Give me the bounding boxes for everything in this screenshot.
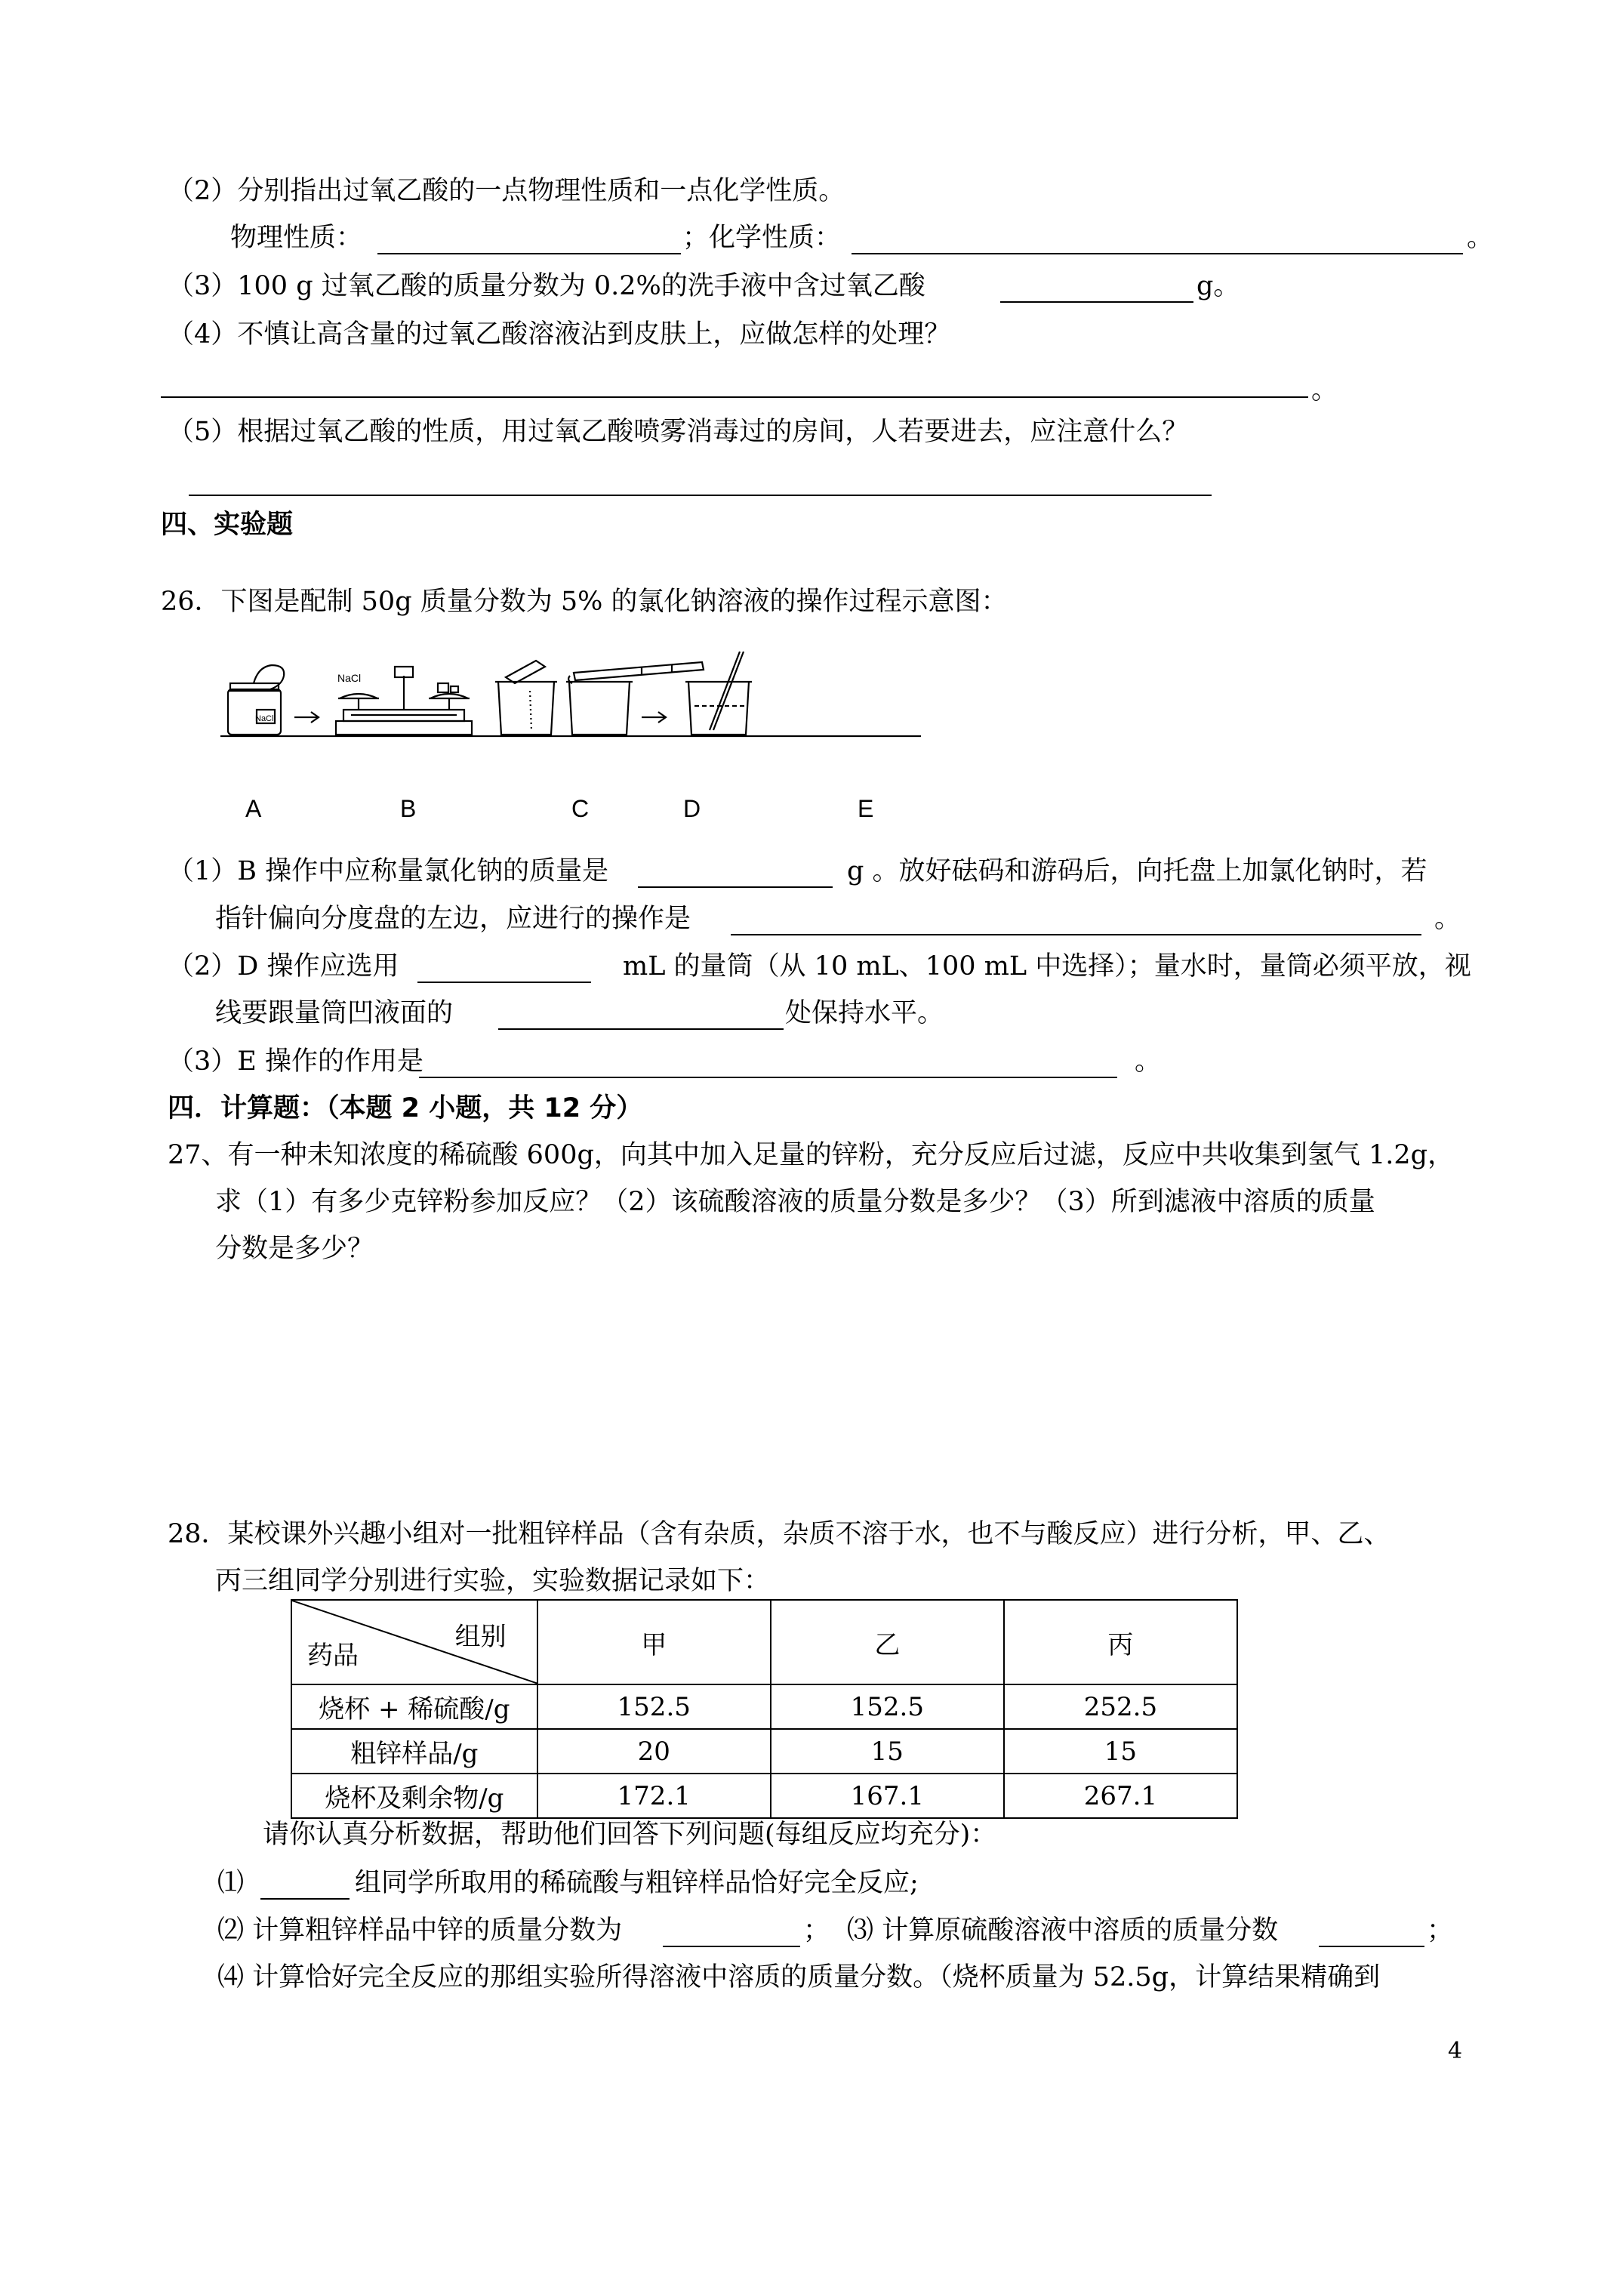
q25-physical-label: 物理性质： xyxy=(230,223,363,253)
row-label: 烧杯及剩余物/g xyxy=(291,1774,537,1818)
table-cell: 15 xyxy=(771,1729,1004,1774)
column-header: 丙 xyxy=(1004,1600,1237,1684)
q26-part1: （1）B 操作中应称量氯化钠的质量是 xyxy=(168,856,609,886)
punctuation: 。 xyxy=(1434,904,1461,934)
q25-part3: （3）100 g 过氧乙酸的质量分数为 0.2%的洗手液中含过氧乙酸 xyxy=(168,271,925,301)
row-label: 烧杯 + 稀硫酸/g xyxy=(291,1684,537,1729)
page-number: 4 xyxy=(1448,2038,1463,2064)
q25-part3-blank[interactable] xyxy=(1000,301,1193,303)
table-row xyxy=(291,1729,1237,1774)
q28-line1: 28．某校课外兴趣小组对一批粗锌样品（含有杂质，杂质不溶于水，也不与酸反应）进行分析，甲、乙、 xyxy=(168,1519,1390,1549)
corner-label-group: 组别 xyxy=(454,1622,507,1652)
column-header: 乙 xyxy=(771,1600,1004,1684)
diagram-label-c: C xyxy=(571,795,590,822)
q25-part3-unit: g。 xyxy=(1196,271,1240,301)
table-row xyxy=(291,1774,1237,1818)
table-header-row xyxy=(291,1600,1237,1684)
q25-part2: （2）分别指出过氧乙酸的一点物理性质和一点化学性质。 xyxy=(168,176,845,206)
punctuation: 。 xyxy=(1467,223,1494,253)
diagram-label-b: B xyxy=(400,795,417,822)
table-cell: 267.1 xyxy=(1004,1774,1237,1818)
q27-line3: 分数是多少？ xyxy=(215,1234,374,1264)
q25-chemical-blank[interactable] xyxy=(852,253,1463,254)
q28-part3-blank[interactable] xyxy=(1319,1946,1424,1947)
q28-part3: ⑶ 计算原硫酸溶液中溶质的质量分数 xyxy=(847,1915,1279,1946)
table-corner-cell xyxy=(291,1600,537,1684)
table-cell: 152.5 xyxy=(537,1684,771,1729)
bottle-label: NaCl xyxy=(255,714,274,723)
table-cell: 252.5 xyxy=(1004,1684,1237,1729)
q25-part5-blank[interactable] xyxy=(189,495,1212,496)
q26-part2-meniscus-blank[interactable] xyxy=(498,1028,784,1030)
punctuation: 。 xyxy=(1135,1046,1162,1077)
diagram-label-a: A xyxy=(245,795,262,822)
q27-line2: 求（1）有多少克锌粉参加反应？（2）该硫酸溶液的质量分数是多少？（3）所到滤液中溶质的质量 xyxy=(215,1187,1375,1217)
q28-part2-blank[interactable] xyxy=(663,1946,800,1947)
table-cell: 15 xyxy=(1004,1729,1237,1774)
q25-part4-blank[interactable] xyxy=(161,396,1308,398)
q27-line1: 27、有一种未知浓度的稀硫酸 600g，向其中加入足量的锌粉，充分反应后过滤，反应中共收集到氢气 1.2g， xyxy=(168,1140,1455,1170)
table-cell: 167.1 xyxy=(771,1774,1004,1818)
q26-part3: （3）E 操作的作用是 xyxy=(168,1046,423,1077)
table-cell: 152.5 xyxy=(771,1684,1004,1729)
column-header: 甲 xyxy=(537,1600,771,1684)
punctuation: ； xyxy=(1427,1915,1454,1946)
q28-line2: 丙三组同学分别进行实验，实验数据记录如下： xyxy=(215,1566,771,1596)
q26-stem: 26．下图是配制 50g 质量分数为 5% 的氯化钠溶液的操作过程示意图： xyxy=(161,587,1008,617)
q26-part3-blank[interactable] xyxy=(419,1077,1117,1078)
q26-part1-mass-blank[interactable] xyxy=(638,886,833,888)
diagram-label-d: D xyxy=(683,795,701,822)
q28-part1-num: ⑴ xyxy=(217,1868,245,1898)
q26-part1-cont: g 。放好砝码和游码后，向托盘上加氯化钠时，若 xyxy=(847,856,1427,886)
q28-intro: 请你认真分析数据，帮助他们回答下列问题(每组反应均充分)： xyxy=(263,1820,997,1850)
q28-part4: ⑷ 计算恰好完全反应的那组实验所得溶液中溶质的质量分数。（烧杯质量为 52.5g，计算结果精确到 xyxy=(217,1962,1381,1992)
corner-label-reagent: 药品 xyxy=(307,1641,359,1671)
q28-part1: 组同学所取用的稀硫酸与粗锌样品恰好完全反应; xyxy=(355,1868,919,1898)
section-heading-experiment: 四、实验题 xyxy=(161,510,294,540)
q26-part1-operation-blank[interactable] xyxy=(731,934,1421,935)
table-row xyxy=(291,1684,1237,1729)
experiment-data-table xyxy=(291,1599,1238,1819)
diagram-label-e: E xyxy=(858,795,874,822)
q26-part1-line2: 指针偏向分度盘的左边，应进行的操作是 xyxy=(215,904,691,934)
punctuation: ； xyxy=(803,1915,830,1946)
q26-part2-cont: mL 的量筒（从 10 mL、100 mL 中选择）；量水时，量筒必须平放，视 xyxy=(623,951,1471,982)
q26-part2-end: 处保持水平。 xyxy=(785,998,944,1028)
table-cell: 20 xyxy=(537,1729,771,1774)
q26-part2: （2）D 操作应选用 xyxy=(168,951,399,982)
q28-part1-blank[interactable] xyxy=(260,1898,350,1900)
nacl-solution-procedure-diagram xyxy=(219,646,925,740)
row-label: 粗锌样品/g xyxy=(291,1729,537,1774)
q26-part2-volume-blank[interactable] xyxy=(417,982,591,983)
q25-physical-blank[interactable] xyxy=(377,253,681,254)
q25-part4: （4）不慎让高含量的过氧乙酸溶液沾到皮肤上，应做怎样的处理？ xyxy=(168,319,951,350)
punctuation: 。 xyxy=(1311,375,1338,405)
q28-part2: ⑵ 计算粗锌样品中锌的质量分数为 xyxy=(217,1915,623,1946)
section-heading-calculation: 四．计算题：（本题 2 小题，共 12 分） xyxy=(168,1093,643,1123)
balance-label: NaCl xyxy=(337,672,362,684)
q26-part2-line2: 线要跟量筒凹液面的 xyxy=(215,998,454,1028)
q25-chemical-label: ；化学性质： xyxy=(682,223,842,253)
table-cell: 172.1 xyxy=(537,1774,771,1818)
q25-part5: （5）根据过氧乙酸的性质，用过氧乙酸喷雾消毒过的房间，人若要进去，应注意什么？ xyxy=(168,417,1189,447)
